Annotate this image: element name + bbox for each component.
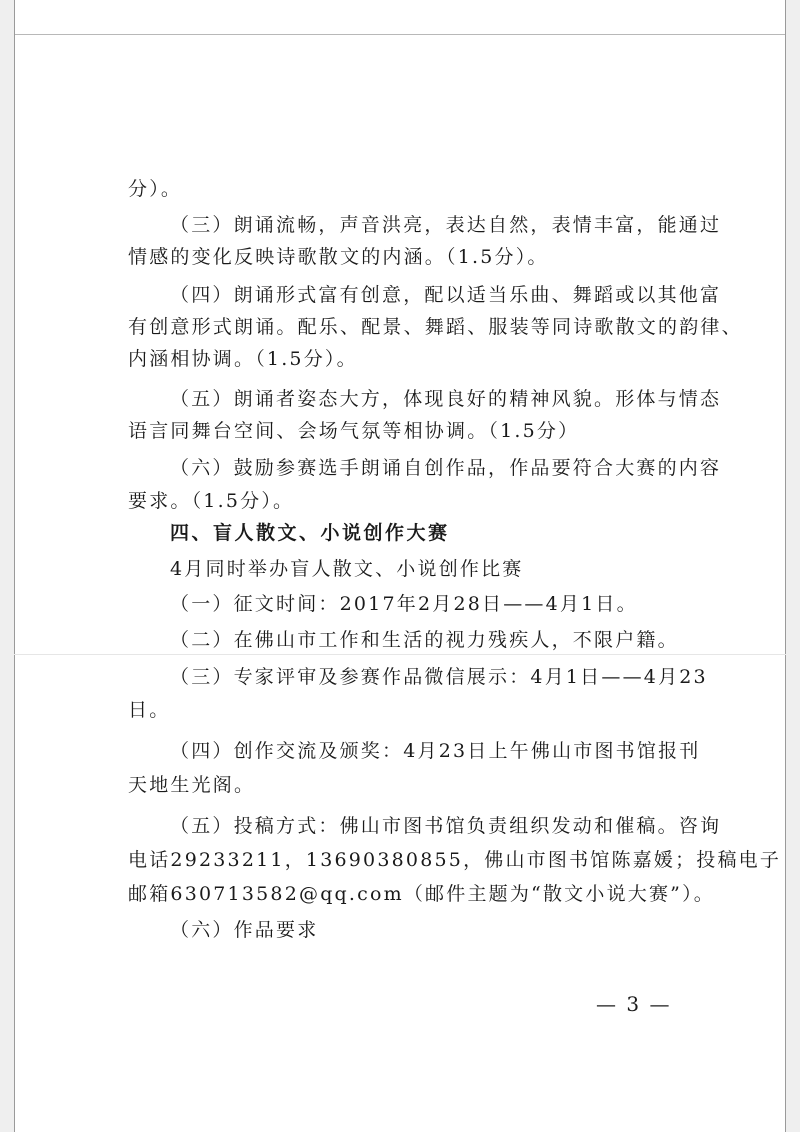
text-line: 日。 <box>128 699 171 721</box>
text-line: 邮箱630713582@qq.com（邮件主题为“散文小说大赛”）。 <box>128 883 715 905</box>
text-line: （五）投稿方式：佛山市图书馆负责组织发动和催稿。咨询 <box>170 815 722 837</box>
text-line: （三）朗诵流畅，声音洪亮，表达自然，表情丰富，能通过 <box>170 214 722 236</box>
scan-left-edge <box>0 0 15 1132</box>
text-line: 要求。（1.5分）。 <box>128 490 295 512</box>
text-line: （一）征文时间：2017年2月28日——4月1日。 <box>170 593 638 615</box>
text-line: （二）在佛山市工作和生活的视力残疾人，不限户籍。 <box>170 629 679 651</box>
text-line: 情感的变化反映诗歌散文的内涵。（1.5分）。 <box>128 246 549 268</box>
text-line: （六）鼓励参赛选手朗诵自创作品，作品要符合大赛的内容 <box>170 457 722 479</box>
text-line: 电话29233211，13690380855，佛山市图书馆陈嘉媛；投稿电子 <box>128 849 782 871</box>
page-fold-line <box>14 654 786 655</box>
text-line: （四）朗诵形式富有创意，配以适当乐曲、舞蹈或以其他富 <box>170 284 722 306</box>
text-line: 分）。 <box>128 178 183 200</box>
section-heading: 四、盲人散文、小说创作大赛 <box>170 522 450 544</box>
text-line: （三）专家评审及参赛作品微信展示：4月1日——4月23 <box>170 666 708 688</box>
text-line: （四）创作交流及颁奖：4月23日上午佛山市图书馆报刊 <box>170 740 701 762</box>
text-line: （六）作品要求 <box>170 919 319 941</box>
scan-right-edge <box>785 0 800 1132</box>
text-line: 内涵相协调。（1.5分）。 <box>128 348 358 370</box>
scan-top-edge <box>0 0 800 35</box>
page-number: — 3 — <box>596 992 672 1016</box>
text-line: （五）朗诵者姿态大方，体现良好的精神风貌。形体与情态 <box>170 388 722 410</box>
text-line: 语言同舞台空间、会场气氛等相协调。（1.5分） <box>128 420 580 442</box>
text-line: 天地生光阁。 <box>128 774 256 796</box>
text-line: 4月同时举办盲人散文、小说创作比赛 <box>170 558 524 580</box>
text-line: 有创意形式朗诵。配乐、配景、舞蹈、服装等同诗歌散文的韵律、 <box>128 316 743 338</box>
